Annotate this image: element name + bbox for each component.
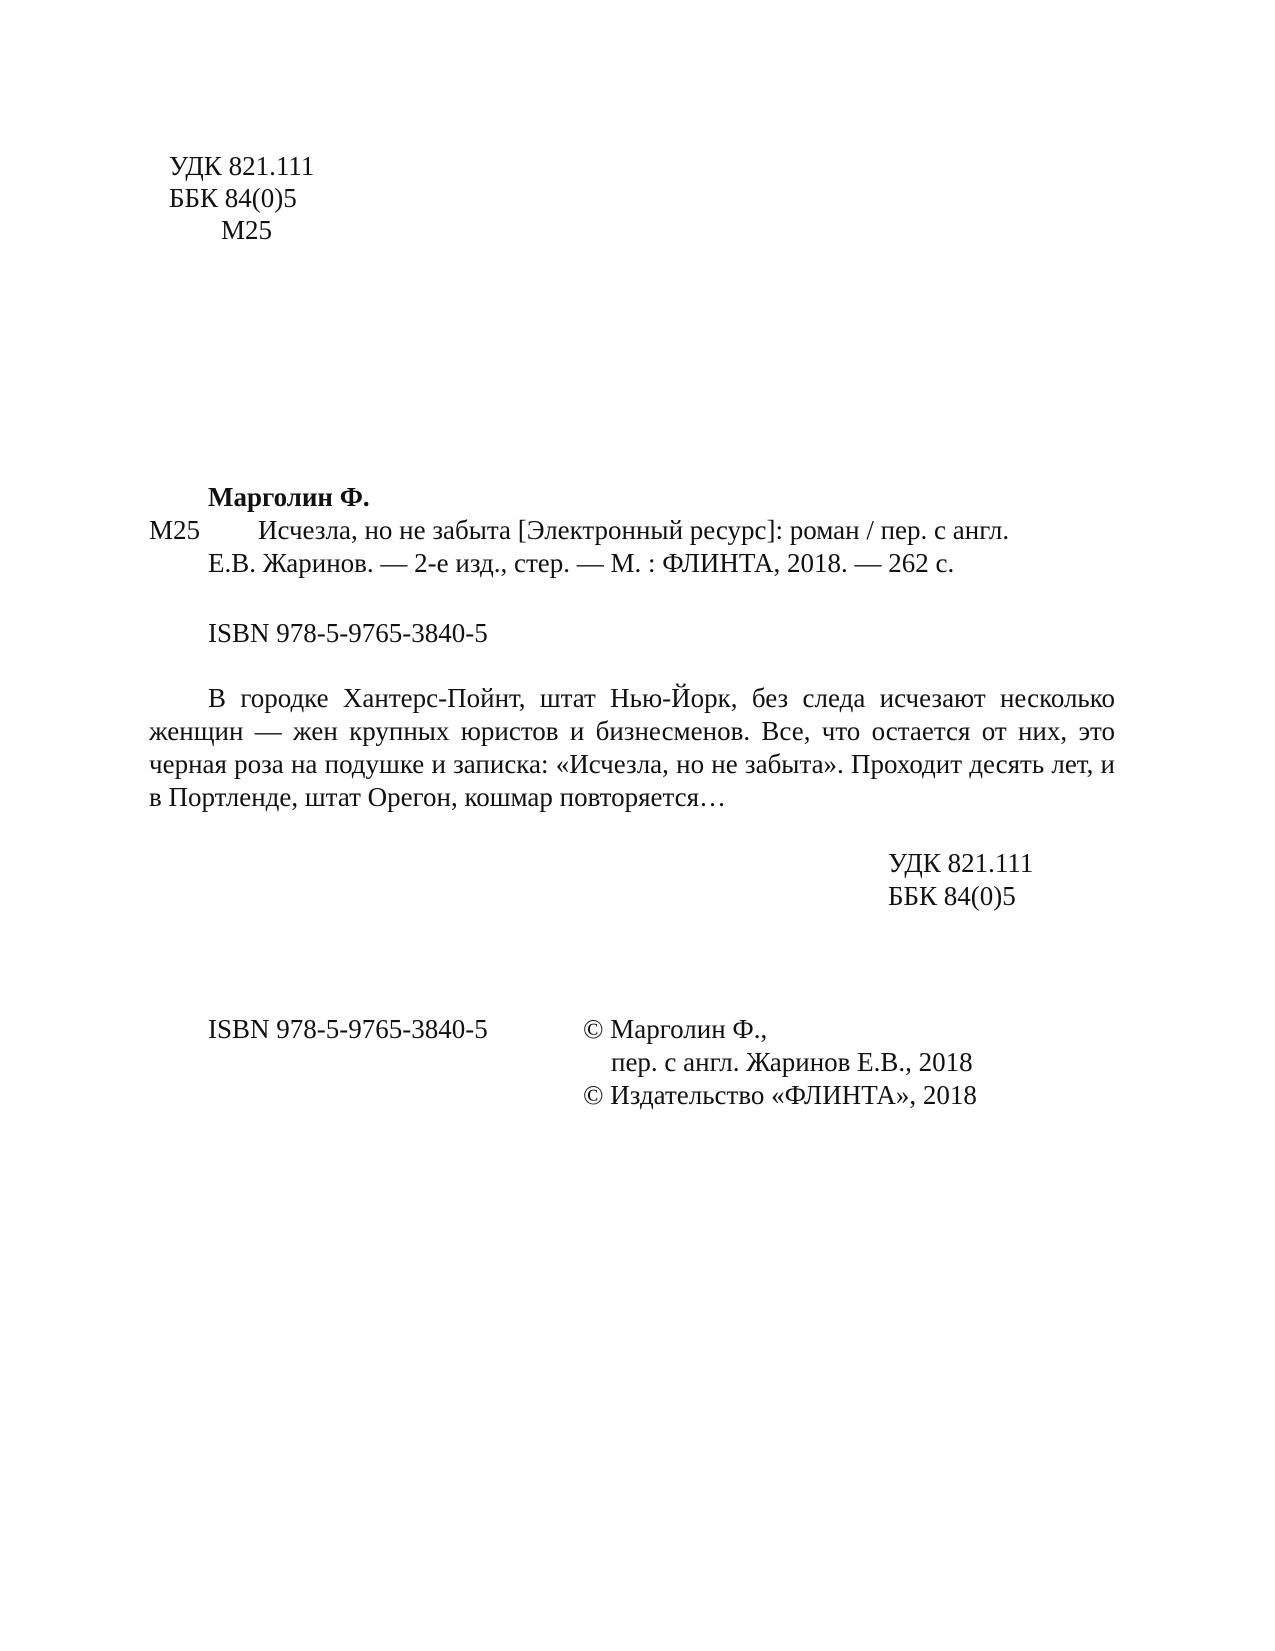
copyright-author: © Марголин Ф., <box>583 1014 768 1044</box>
copyright-publisher: © Издательство «ФЛИНТА», 2018 <box>583 1080 977 1110</box>
copyright-translator: пер. с англ. Жаринов Е.В., 2018 <box>611 1047 973 1077</box>
bibliographic-title-line: Исчезла, но не забыта [Электронный ресурс]: роман / пер. с англ. <box>258 515 1010 545</box>
isbn-record: ISBN 978-5-9765-3840-5 <box>208 618 488 648</box>
udk-code-right: УДК 821.111 <box>888 848 1034 878</box>
bbk-code-right: ББК 84(0)5 <box>888 881 1016 911</box>
author-code-top: М25 <box>221 215 273 245</box>
bibliographic-publication-line: Е.В. Жаринов. — 2-е изд., стер. — М. : ФЛИНТА, 2018. — 262 с. <box>208 548 955 578</box>
udk-code-top: УДК 821.111 <box>169 151 315 181</box>
isbn-bottom: ISBN 978-5-9765-3840-5 <box>208 1014 488 1044</box>
author-code-record: М25 <box>149 515 201 545</box>
author-heading: Марголин Ф. <box>208 482 370 512</box>
annotation-paragraph: В городке Хантерс-Пойнт, штат Нью-Йорк, без следа исчезают несколько женщин — жен крупных юристов и бизнесменов. Все, что остается от них, это черная роза на подушке и записка: «Исчезла, но не забыта». Проходит десять лет, и в Портленде, штат Орегон, кошмар повторяется… <box>149 683 1115 812</box>
bbk-code-top: ББК 84(0)5 <box>169 183 297 213</box>
